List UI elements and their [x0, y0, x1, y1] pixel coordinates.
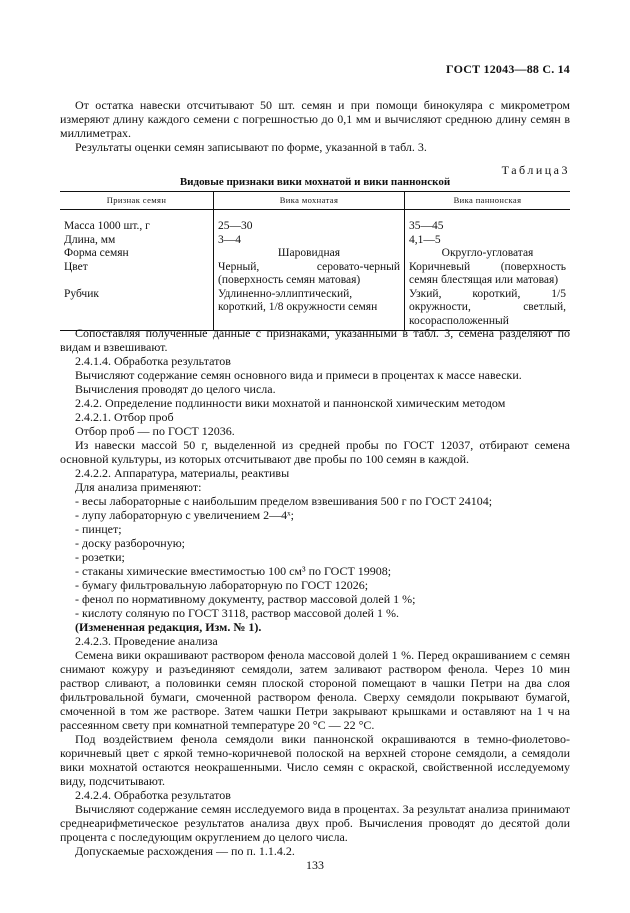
table-cell: Длина, мм	[64, 233, 116, 246]
section-heading-2-4-2-4: 2.4.2.4. Обработка результатов	[75, 788, 231, 802]
table-cell: Цвет	[64, 260, 88, 273]
table-cell: 35—45	[405, 220, 571, 234]
page-number: 133	[306, 858, 324, 872]
paragraph-tolerances: Допускаемые расхождения — по п. 1.1.4.2.	[75, 844, 295, 858]
table-cell: Масса 1000 шт., г	[64, 220, 150, 232]
list-item: - весы лабораторные с наибольшим пределом взвешивания 500 г по ГОСТ 24104;	[75, 494, 493, 508]
paragraph-calc-content: Вычисляют содержание семян основного вида и примеси в процентах к массе навески.	[75, 368, 522, 382]
list-item: - кислоту соляную по ГОСТ 3118, раствор массовой долей 1 %.	[75, 606, 399, 620]
table-row	[60, 261, 570, 288]
paragraph-equipment-intro: Для анализа применяют:	[75, 480, 202, 494]
section-heading-2-4-2-3: 2.4.2.3. Проведение анализа	[75, 634, 218, 648]
table-cell: Коричневый (поверхность семян блестящая или матовая)	[405, 261, 571, 288]
table-cell: 25—30	[214, 220, 405, 234]
running-header: ГОСТ 12043—88 С. 14	[446, 62, 570, 76]
table-row	[60, 220, 570, 234]
paragraph-length-measure: От остатка навески отсчитывают 50 шт. семян и при помощи бинокуляра с микрометром измеряют длину каждого семени с погрешностью до 0,1 мм и вычисляют среднюю длину семян в миллиметрах.	[60, 98, 570, 140]
table-cell: Шаровидная	[214, 247, 405, 261]
paragraph-sample-selection: Из навески массой 50 г, выделенной из средней пробы по ГОСТ 12037, отбирают семена основной культуры, из которых отсчитывают две пробы по 100 семян в каждой.	[60, 438, 570, 466]
list-item: - бумагу фильтровальную лабораторную по ГОСТ 12026;	[75, 578, 369, 592]
table-number: Таблица3	[501, 163, 570, 177]
section-heading-2-4-2-1: 2.4.2.1. Отбор проб	[75, 410, 174, 424]
column-header-pannonian-vetch: Вика паннонская	[405, 192, 571, 210]
paragraph-result-processing: Вычисляют содержание семян исследуемого вида в процентах. За результат анализа принимают среднеарифметическое результатов анализа двух проб. Вычисления проводят до десятой доли процента с последующим округлением до целого числа.	[60, 802, 570, 844]
table-row	[60, 234, 570, 248]
list-item: - фенол по нормативному документу, раствор массовой долей 1 %;	[75, 592, 416, 606]
table-cell: Рубчик	[60, 288, 214, 331]
amendment-note: (Измененная редакция, Изм. № 1).	[75, 620, 262, 634]
list-item: - розетки;	[75, 550, 125, 564]
list-item: - пинцет;	[75, 522, 122, 536]
table-row	[60, 288, 570, 331]
section-heading-2-4-1-4: 2.4.1.4. Обработка результатов	[75, 354, 231, 368]
section-heading-2-4-2-2: 2.4.2.2. Аппаратура, материалы, реактивы	[75, 466, 290, 480]
paragraph-sampling: Отбор проб — по ГОСТ 12036.	[75, 424, 235, 438]
list-item: - лупу лабораторную с увеличением 2—4ˣ;	[75, 508, 294, 522]
seed-features-table	[60, 191, 570, 331]
column-header-hairy-vetch: Вика мохнатая	[214, 192, 405, 210]
column-header-feature: Признак семян	[60, 192, 214, 210]
list-item: - стаканы химические вместимостью 100 см³ по ГОСТ 19908;	[75, 564, 392, 578]
table-cell: Узкий, короткий, 1/5 окружности, светлый, косорасположенный	[405, 288, 571, 331]
table-cell: 3—4	[214, 234, 405, 248]
paragraph-staining-result: Под воздействием фенола семядоли вики паннонской окрашиваются в темно-фиолетово-коричневый цвет с яркой темно-коричневой полоской на верхней стороне семядоли, а семядоли вики мохнатой остаются неокрашенными. Число семян с окраской, свойственной исследуемому виду, подсчитывают.	[60, 732, 570, 788]
section-heading-2-4-2: 2.4.2. Определение подлинности вики мохнатой и паннонской химическим методом	[75, 396, 506, 410]
paragraph-results-form: Результаты оценки семян записывают по форме, указанной в табл. 3.	[75, 140, 427, 154]
table-row	[60, 247, 570, 261]
table-cell: Черный, серовато-черный (поверхность семян матовая)	[214, 261, 405, 288]
table-cell: Форма семян	[64, 247, 129, 259]
table-cell: 4,1—5	[405, 234, 571, 248]
table-title: Видовые признаки вики мохнатой и вики паннонской	[179, 176, 451, 188]
paragraph-calc-precision: Вычисления проводят до целого числа.	[75, 382, 276, 396]
paragraph-staining-procedure: Семена вики окрашивают раствором фенола массовой долей 1 %. Перед окрашиванием с семян снимают кожуру и разъединяют семядоли, затем заливают раствором фенола. Через 10 мин раствор сливают, а половинки семян плоской стороной помещают в чашки Петри на два слоя фильтровальной бумаги, смоченной раствором фенола. Сверху семядоли покрывают бумагой, смоченной в том же растворе. Затем чашки Петри закрывают крышками и оставляют на 1 ч на рассеянном свету при комнатной температуре 20 °С — 22 °С.	[60, 648, 570, 732]
table-header-row	[60, 192, 570, 210]
table-cell: Удлиненно-эллиптический, короткий, 1/8 окружности семян	[214, 288, 405, 331]
table-cell: Округло-угловатая	[405, 247, 571, 261]
list-item: - доску разборочную;	[75, 536, 186, 550]
paragraph-sort-weigh: Сопоставляя полученные данные с признаками, указанными в табл. 3, семена разделяют по видам и взвешивают.	[60, 326, 570, 354]
